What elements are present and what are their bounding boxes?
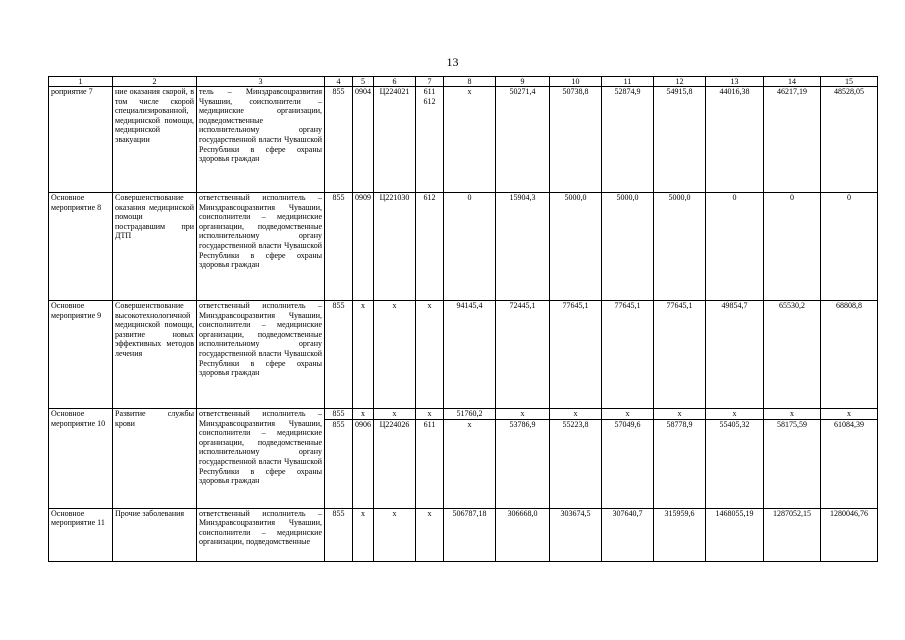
code-cell: x <box>353 508 374 561</box>
code-cell: 0904 <box>353 87 374 193</box>
executor-cell: тель – Минздравсоцразвития Чувашии, соисполнители – медицинские организации, подведомственные исполнительному органу государственной власти Чувашской Республики в сфере охраны здоровья граждан <box>197 87 325 193</box>
code-cell: 855 <box>325 508 353 561</box>
column-header: 13 <box>706 77 764 87</box>
value-cell: 315959,6 <box>654 508 706 561</box>
code-cell: 0909 <box>353 193 374 301</box>
table-row <box>49 301 878 409</box>
column-header: 8 <box>444 77 496 87</box>
event-number-cell: Основное мероприятие 9 <box>49 301 113 409</box>
value-cell: 55223,8 <box>550 419 602 508</box>
code-cell: 611 <box>416 419 444 508</box>
value-cell: 48528,05 <box>821 87 878 193</box>
event-number-cell: Основное мероприятие 10 <box>49 409 113 509</box>
value-cell: 0 <box>444 193 496 301</box>
value-cell: 1287052,15 <box>764 508 821 561</box>
header-row <box>49 77 878 87</box>
value-cell: 5000,0 <box>654 193 706 301</box>
code-cell: 612 <box>416 193 444 301</box>
column-header: 5 <box>353 77 374 87</box>
value-cell: 77645,1 <box>602 301 654 409</box>
code-cell: 855 <box>325 409 353 420</box>
code-cell: 855 <box>325 301 353 409</box>
value-cell: 50271,4 <box>496 87 550 193</box>
column-header: 15 <box>821 77 878 87</box>
code-cell: x <box>374 508 416 561</box>
value-cell: 0 <box>821 193 878 301</box>
column-header: 11 <box>602 77 654 87</box>
value-cell: 15904,3 <box>496 193 550 301</box>
executor-cell: ответственный исполнитель – Минздравсоцразвития Чувашии, соисполнители – медицинские организации, подведомственные исполнительному органу государственной власти Чувашской Республики в сфере охраны здоровья граждан <box>197 301 325 409</box>
value-cell: 55405,32 <box>706 419 764 508</box>
table-row <box>49 508 878 561</box>
value-cell: 58175,59 <box>764 419 821 508</box>
event-name-cell: Развитие службы крови <box>113 409 197 509</box>
value-cell: 58778,9 <box>654 419 706 508</box>
value-cell: 51760,2 <box>444 409 496 420</box>
executor-cell: ответственный исполнитель – Минздравсоцразвития Чувашии, соисполнители – медицинские организации, подведомственные <box>197 508 325 561</box>
table-row <box>49 193 878 301</box>
column-header: 2 <box>113 77 197 87</box>
code-cell: 855 <box>325 87 353 193</box>
executor-cell: ответственный исполнитель – Минздравсоцразвития Чувашии, соисполнители – медицинские организации, подведомственные исполнительному органу государственной власти Чувашской Республики в сфере охраны здоровья граждан <box>197 193 325 301</box>
code-cell: 855 <box>325 193 353 301</box>
event-name-cell: Совершенствование высокотехнологичной медицинской помощи, развитие новых эффективных методов лечения <box>113 301 197 409</box>
value-cell: 50738,8 <box>550 87 602 193</box>
value-cell: 68808,8 <box>821 301 878 409</box>
value-cell: x <box>706 409 764 420</box>
value-cell: x <box>821 409 878 420</box>
budget-table <box>48 76 878 562</box>
value-cell: 46217,19 <box>764 87 821 193</box>
event-name-cell: Совершенствование оказания медицинской помощи пострадавшим при ДТП <box>113 193 197 301</box>
code-cell: x <box>374 301 416 409</box>
value-cell: 72445,1 <box>496 301 550 409</box>
value-cell: 1280046,76 <box>821 508 878 561</box>
value-cell: 57049,6 <box>602 419 654 508</box>
value-cell: 94145,4 <box>444 301 496 409</box>
value-cell: 506787,18 <box>444 508 496 561</box>
value-cell: 1468055,19 <box>706 508 764 561</box>
value-cell: 77645,1 <box>654 301 706 409</box>
column-header: 7 <box>416 77 444 87</box>
value-cell: x <box>496 409 550 420</box>
value-cell: 52874,9 <box>602 87 654 193</box>
column-header: 4 <box>325 77 353 87</box>
code-cell: x <box>416 301 444 409</box>
executor-cell: ответственный исполнитель – Минздравсоцразвития Чувашии, соисполнители – медицинские организации, подведомственные исполнительному органу государственной власти Чувашской Республики в сфере охраны здоровья граждан <box>197 409 325 509</box>
page-number: 13 <box>446 55 459 69</box>
value-cell: 53786,9 <box>496 419 550 508</box>
value-cell: x <box>444 419 496 508</box>
table-row <box>49 87 878 193</box>
column-header: 14 <box>764 77 821 87</box>
code-cell: 611 612 <box>416 87 444 193</box>
value-cell: 306668,0 <box>496 508 550 561</box>
value-cell: 77645,1 <box>550 301 602 409</box>
code-cell: Ц221030 <box>374 193 416 301</box>
value-cell: x <box>550 409 602 420</box>
event-number-cell: Основное мероприятие 11 <box>49 508 113 561</box>
value-cell: x <box>764 409 821 420</box>
column-header: 6 <box>374 77 416 87</box>
column-header: 12 <box>654 77 706 87</box>
value-cell: 49854,7 <box>706 301 764 409</box>
value-cell: 0 <box>764 193 821 301</box>
code-cell: x <box>416 409 444 420</box>
event-name-cell: Прочие заболевания <box>113 508 197 561</box>
table-row <box>49 409 878 420</box>
value-cell: 44016,38 <box>706 87 764 193</box>
event-name-cell: ние оказания скорой, в том числе скорой специализированной, медицинской помощи, медицинской эвакуации <box>113 87 197 193</box>
column-header: 9 <box>496 77 550 87</box>
event-number-cell: Основное мероприятие 8 <box>49 193 113 301</box>
value-cell: 5000,0 <box>602 193 654 301</box>
code-cell: x <box>416 508 444 561</box>
value-cell: 307640,7 <box>602 508 654 561</box>
value-cell: 61084,39 <box>821 419 878 508</box>
column-header: 1 <box>49 77 113 87</box>
column-header: 3 <box>197 77 325 87</box>
value-cell: x <box>654 409 706 420</box>
value-cell: 65530,2 <box>764 301 821 409</box>
value-cell: 5000,0 <box>550 193 602 301</box>
code-cell: x <box>353 301 374 409</box>
event-number-cell: роприятие 7 <box>49 87 113 193</box>
value-cell: 0 <box>706 193 764 301</box>
value-cell: 54915,8 <box>654 87 706 193</box>
code-cell: 0906 <box>353 419 374 508</box>
value-cell: 303674,5 <box>550 508 602 561</box>
code-cell: x <box>374 409 416 420</box>
value-cell: x <box>602 409 654 420</box>
code-cell: Ц224021 <box>374 87 416 193</box>
code-cell: Ц224026 <box>374 419 416 508</box>
code-cell: 855 <box>325 419 353 508</box>
value-cell: x <box>444 87 496 193</box>
code-cell: x <box>353 409 374 420</box>
column-header: 10 <box>550 77 602 87</box>
